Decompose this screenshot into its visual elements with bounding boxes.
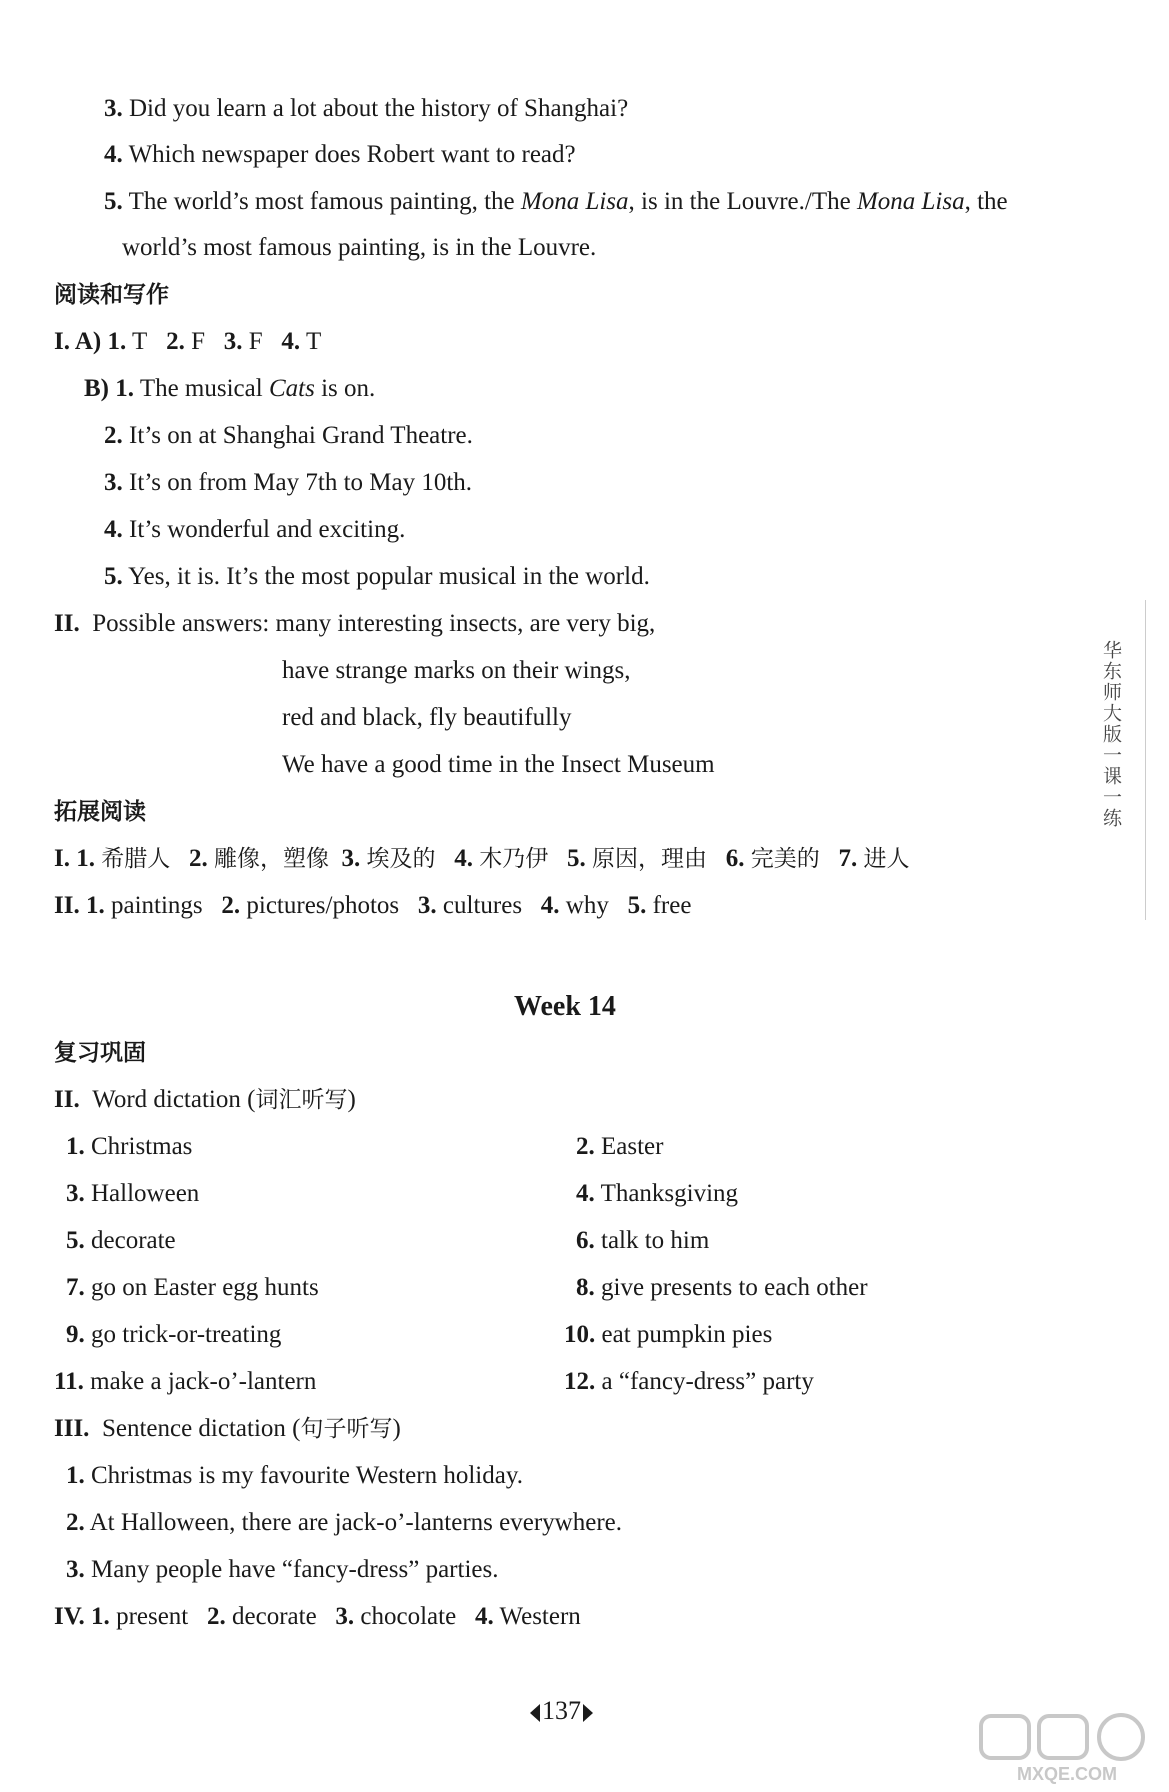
- watermark-logo: [975, 1710, 1160, 1785]
- side-rule: [1145, 600, 1146, 920]
- answer-line: [54, 609, 655, 639]
- item-number: I. A) 1.: [54, 328, 127, 355]
- answer-text: free: [652, 892, 692, 919]
- answer-text-italic: Cats: [268, 375, 315, 402]
- answer-text-italic: Mona Lisa: [520, 188, 629, 215]
- answer-text: Did you learn a lot about the history of Shanghai?: [129, 95, 629, 122]
- list-item: [54, 1367, 316, 1397]
- answer-line: [66, 1555, 498, 1585]
- item-number: 6.: [725, 845, 745, 872]
- item-number: 2.: [66, 1509, 85, 1536]
- answer-text: a “fancy-dress” party: [601, 1368, 814, 1395]
- list-item: [564, 1367, 814, 1397]
- item-number: 5.: [566, 845, 586, 872]
- item-number: IV. 1.: [54, 1603, 110, 1630]
- watermark-shapes: [981, 1715, 1143, 1759]
- list-item: [66, 1179, 199, 1209]
- item-number: 10.: [564, 1321, 596, 1348]
- answer-text: Christmas is my favourite Western holiday.: [91, 1462, 523, 1489]
- answer-text: 句子听写: [300, 1416, 393, 1442]
- side-label: 华东师大版一课一练: [1100, 640, 1122, 829]
- answer-text: 希腊人: [101, 846, 171, 872]
- item-number: 3.: [223, 328, 243, 355]
- answer-text: F: [248, 328, 263, 355]
- item-number: 2.: [207, 1603, 226, 1630]
- answer-text: , is in the Louvre./The: [628, 188, 857, 215]
- page-number-text: 137: [542, 1696, 581, 1725]
- answer-text: It’s on at Shanghai Grand Theatre.: [129, 422, 473, 449]
- item-number: 3.: [417, 892, 437, 919]
- answer-text: is on.: [314, 375, 376, 402]
- item-number: 4.: [474, 1603, 494, 1630]
- item-number: 5.: [66, 1227, 85, 1254]
- answer-line: [54, 327, 321, 357]
- answer-line: [104, 515, 405, 545]
- answer-text: At Halloween, there are jack-o’-lanterns everywhere.: [89, 1509, 622, 1536]
- answer-text: T: [305, 328, 322, 355]
- item-number: 4.: [281, 328, 301, 355]
- answer-line: [54, 1414, 401, 1444]
- item-number: 4.: [454, 845, 473, 872]
- item-number: 12.: [564, 1368, 596, 1395]
- item-number: 7.: [66, 1274, 85, 1301]
- answer-text: ): [347, 1086, 356, 1113]
- item-number: 8.: [576, 1274, 595, 1301]
- item-number: 4.: [104, 516, 123, 543]
- answer-line: [54, 844, 909, 874]
- item-number: II.: [54, 610, 80, 637]
- answer-text: Western: [499, 1603, 581, 1630]
- list-item: [66, 1132, 192, 1162]
- item-number: 5.: [104, 563, 123, 590]
- section-heading: 复习巩固: [54, 1040, 146, 1066]
- item-number: 7.: [838, 845, 858, 872]
- item-number: 5.: [627, 892, 647, 919]
- list-item: [564, 1320, 772, 1350]
- answer-line: [122, 233, 596, 263]
- answer-text: 木乃伊: [479, 846, 549, 872]
- item-number: II. 1.: [54, 892, 105, 919]
- answer-line: [104, 187, 1008, 217]
- item-number: 3.: [104, 95, 123, 122]
- answer-text: world’s most famous painting, is in the Louvre.: [122, 234, 597, 261]
- list-item: [576, 1226, 709, 1256]
- answer-text: , the: [964, 188, 1008, 215]
- answer-line: [104, 468, 472, 498]
- item-number: III.: [54, 1415, 90, 1442]
- answer-line: [54, 1602, 581, 1632]
- answer-text: chocolate: [360, 1603, 457, 1630]
- item-number: 5.: [104, 188, 123, 215]
- item-number: 1.: [66, 1133, 85, 1160]
- answer-line: [66, 1508, 622, 1538]
- answer-text: make a jack-o’-lantern: [90, 1368, 317, 1395]
- item-number: 3.: [341, 845, 361, 872]
- item-number: II.: [54, 1086, 80, 1113]
- answer-line: [104, 140, 576, 170]
- answer-text: 词汇听写: [255, 1087, 348, 1113]
- answer-text: Word dictation (: [92, 1086, 256, 1113]
- list-item: [66, 1273, 319, 1303]
- page-number: [530, 1696, 593, 1726]
- list-item: [576, 1273, 868, 1303]
- section-heading: 拓展阅读: [54, 799, 146, 825]
- answer-line: [54, 1085, 356, 1115]
- item-number: 4.: [104, 141, 123, 168]
- answer-line: [104, 94, 628, 124]
- answer-text: It’s wonderful and exciting.: [129, 516, 406, 543]
- answer-text: T: [132, 328, 148, 355]
- answer-text: Which newspaper does Robert want to read?: [128, 141, 576, 168]
- answer-line: [104, 562, 650, 592]
- answer-text: why: [565, 892, 609, 919]
- watermark-text: MXQE.COM: [1016, 1764, 1118, 1784]
- answer-text: Thanksgiving: [600, 1180, 739, 1207]
- answer-text: 雕像，塑像: [213, 846, 329, 872]
- item-number: 2.: [104, 422, 123, 449]
- item-number: 6.: [576, 1227, 595, 1254]
- answer-text: go on Easter egg hunts: [91, 1274, 319, 1301]
- item-number: 4.: [540, 892, 560, 919]
- answer-text: Easter: [601, 1133, 664, 1160]
- item-number: 2.: [166, 328, 185, 355]
- answer-text: Halloween: [91, 1180, 200, 1207]
- answer-line: [104, 421, 473, 451]
- answer-text: paintings: [110, 892, 203, 919]
- answer-text: give presents to each other: [601, 1274, 868, 1301]
- answer-text: pictures/photos: [246, 892, 400, 919]
- answer-text: F: [191, 328, 205, 355]
- answer-text: It’s on from May 7th to May 10th.: [129, 469, 473, 496]
- left-triangle-icon: [530, 1704, 540, 1722]
- answer-line: red and black, fly beautifully: [282, 704, 572, 731]
- item-number: 3.: [104, 469, 123, 496]
- item-number: 2.: [188, 845, 208, 872]
- answer-text: 埃及的: [366, 846, 436, 872]
- answer-text: 原因，理由: [591, 846, 707, 872]
- item-number: 2.: [576, 1133, 595, 1160]
- list-item: [66, 1226, 176, 1256]
- item-number: 9.: [66, 1321, 85, 1348]
- item-number: 2.: [221, 892, 241, 919]
- answer-text: Christmas: [91, 1133, 193, 1160]
- answer-text: decorate: [232, 1603, 317, 1630]
- item-number: B) 1.: [84, 375, 134, 402]
- answer-text: Possible answers: many interesting insects, are very big,: [92, 610, 656, 637]
- answer-line: have strange marks on their wings,: [282, 657, 631, 684]
- answer-text: present: [116, 1603, 189, 1630]
- answer-text: ): [392, 1415, 401, 1442]
- answer-text-italic: Mona Lisa: [856, 188, 965, 215]
- list-item: [576, 1179, 738, 1209]
- answer-text: 进人: [863, 846, 910, 872]
- item-number: 4.: [576, 1180, 595, 1207]
- item-number: 1.: [66, 1462, 85, 1489]
- list-item: [576, 1132, 663, 1162]
- answer-text: go trick-or-treating: [91, 1321, 282, 1348]
- answer-text: The world’s most famous painting, the: [128, 188, 521, 215]
- answer-text: The musical: [139, 375, 269, 402]
- answer-text: talk to him: [601, 1227, 710, 1254]
- answer-line: We have a good time in the Insect Museum: [282, 751, 715, 778]
- week-title: Week 14: [514, 991, 616, 1022]
- answer-text: decorate: [91, 1227, 176, 1254]
- list-item: [66, 1320, 281, 1350]
- answer-text: 完美的: [750, 846, 820, 872]
- answer-line: [66, 1461, 523, 1491]
- answer-line: [84, 374, 375, 404]
- answer-text: eat pumpkin pies: [601, 1321, 773, 1348]
- answer-text: cultures: [442, 892, 523, 919]
- answer-text: Sentence dictation (: [101, 1415, 301, 1442]
- item-number: 3.: [335, 1603, 355, 1630]
- section-heading: 阅读和写作: [54, 282, 169, 308]
- item-number: 3.: [66, 1556, 85, 1583]
- answer-text: Many people have “fancy-dress” parties.: [91, 1556, 499, 1583]
- right-triangle-icon: [583, 1704, 593, 1722]
- item-number: 11.: [54, 1368, 84, 1395]
- item-number: I. 1.: [54, 845, 95, 872]
- item-number: 3.: [66, 1180, 85, 1207]
- answer-line: [54, 891, 691, 921]
- answer-text: Yes, it is. It’s the most popular musical in the world.: [128, 563, 650, 590]
